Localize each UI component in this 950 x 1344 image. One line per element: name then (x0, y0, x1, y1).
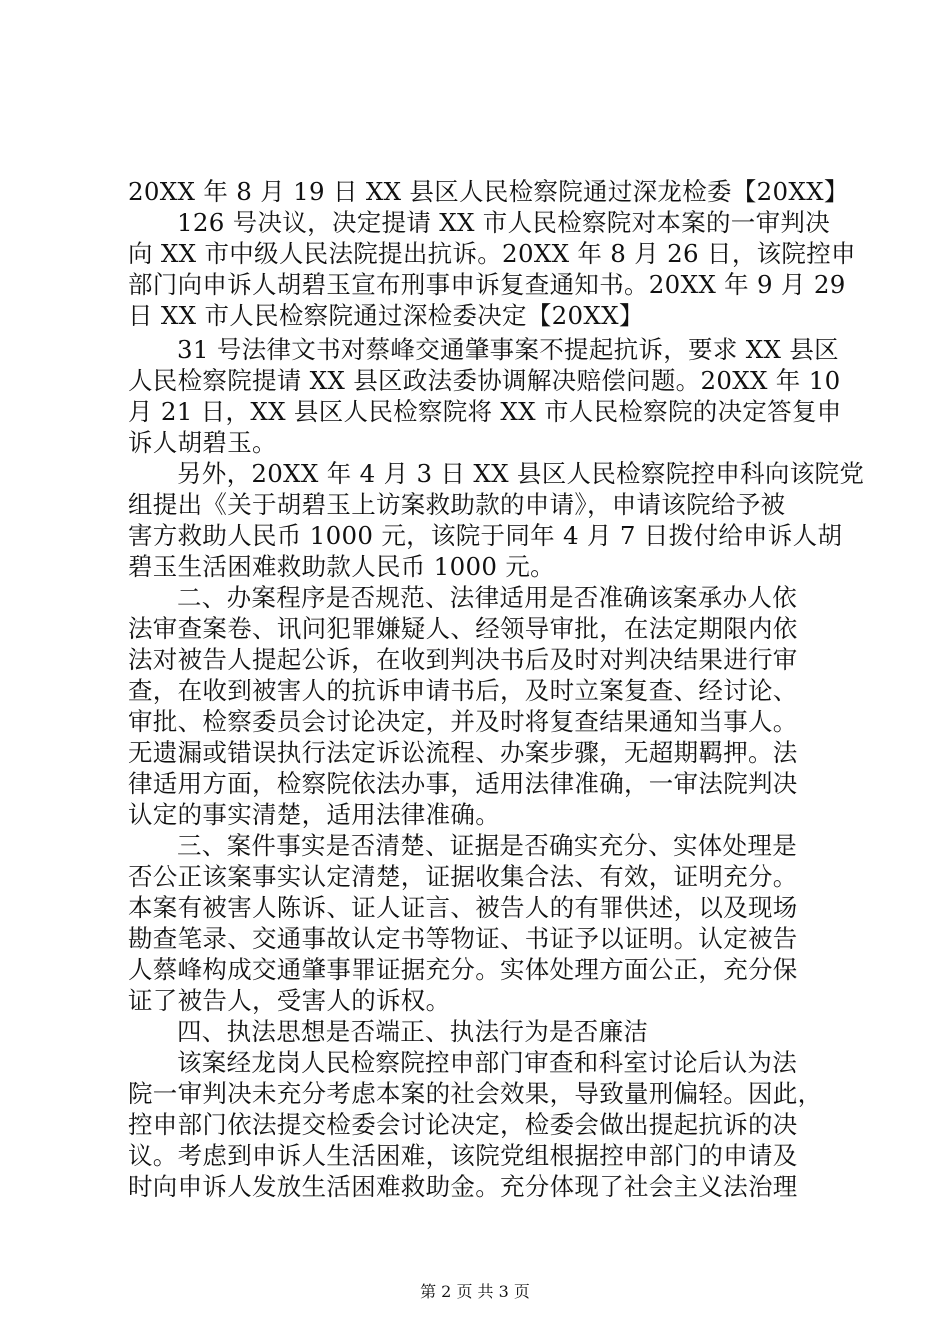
text-line: 无遗漏或错误执行法定诉讼流程、办案步骤，无超期羁押。法 (128, 738, 798, 767)
text-line: 审批、检察委员会讨论决定，并及时将复查结果通知当事人。 (128, 707, 798, 736)
text-line: 勘查笔录、交通事故认定书等物证、书证予以证明。认定被告 (128, 924, 798, 953)
text-line: 法审查案卷、讯问犯罪嫌疑人、经领导审批，在法定期限内依 (128, 614, 798, 643)
text-line: 该案经龙岗人民检察院控申部门审查和科室讨论后认为法 (177, 1048, 797, 1077)
text-line: 四、执法思想是否端正、执法行为是否廉洁 (177, 1017, 649, 1046)
text-line: 律适用方面，检察院依法办事，适用法律准确，一审法院判决 (128, 769, 798, 798)
text-line: 31 号法律文书对蔡峰交通肇事案不提起抗诉，要求 XX 县区 (177, 335, 839, 364)
text-line: 向 XX 市中级人民法院提出抗诉。20XX 年 8 月 26 日，该院控申 (128, 239, 856, 268)
text-line: 本案有被害人陈诉、证人证言、被告人的有罪供述，以及现场 (128, 893, 798, 922)
page-footer: 第 2 页 共 3 页 (420, 1282, 530, 1301)
text-line: 诉人胡碧玉。 (128, 428, 277, 457)
text-line: 查，在收到被害人的抗诉申请书后，及时立案复查、经讨论、 (128, 676, 798, 705)
text-line: 二、办案程序是否规范、法律适用是否准确该案承办人依 (177, 583, 797, 612)
text-line: 碧玉生活困难救助款人民币 1000 元。 (128, 552, 555, 581)
text-line: 月 21 日，XX 县区人民检察院将 XX 市人民检察院的决定答复申 (128, 397, 842, 426)
text-line: 三、案件事实是否清楚、证据是否确实充分、实体处理是 (177, 831, 797, 860)
text-line: 控申部门依法提交检委会讨论决定，检委会做出提起抗诉的决 (128, 1110, 798, 1139)
text-line: 证了被告人，受害人的诉权。 (128, 986, 451, 1015)
text-line: 人民检察院提请 XX 县区政法委协调解决赔偿问题。20XX 年 10 (128, 366, 841, 395)
text-line: 认定的事实清楚，适用法律准确。 (128, 800, 500, 829)
text-line: 院一审判决未充分考虑本案的社会效果，导致量刑偏轻。因此， (128, 1079, 823, 1108)
text-line: 议。考虑到申诉人生活困难，该院党组根据控申部门的申请及 (128, 1141, 798, 1170)
text-line: 部门向申诉人胡碧玉宣布刑事申诉复查通知书。20XX 年 9 月 29 (128, 270, 846, 299)
text-line: 20XX 年 8 月 19 日 XX 县区人民检察院通过深龙检委【20XX】 (128, 177, 849, 206)
text-line: 126 号决议，决定提请 XX 市人民检察院对本案的一审判决 (177, 208, 831, 237)
text-line: 否公正该案事实认定清楚，证据收集合法、有效，证明充分。 (128, 862, 798, 891)
text-line: 时向申诉人发放生活困难救助金。充分体现了社会主义法治理 (128, 1172, 798, 1201)
text-line: 日 XX 市人民检察院通过深检委决定【20XX】 (128, 301, 644, 330)
text-line: 人蔡峰构成交通肇事罪证据充分。实体处理方面公正，充分保 (128, 955, 798, 984)
text-line: 另外，20XX 年 4 月 3 日 XX 县区人民检察院控申科向该院党 (177, 459, 865, 488)
text-line: 害方救助人民币 1000 元，该院于同年 4 月 7 日拨付给申诉人胡 (128, 521, 843, 550)
text-line: 组提出《关于胡碧玉上访案救助款的申请》，申请该院给予被 (128, 490, 786, 519)
text-line: 法对被告人提起公诉，在收到判决书后及时对判决结果进行审 (128, 645, 798, 674)
